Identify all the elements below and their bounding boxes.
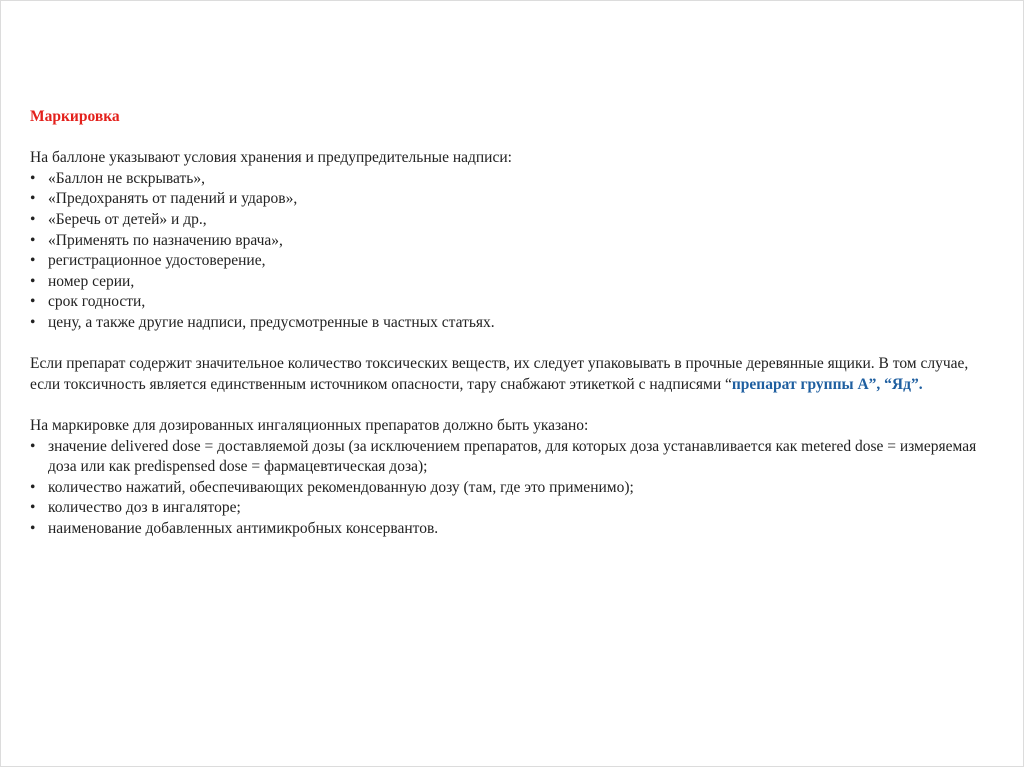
list-item: • цену, а также другие надписи, предусмотренные в частных статьях. xyxy=(30,313,990,334)
bullet-icon: • xyxy=(30,478,36,496)
bullet-icon: • xyxy=(30,190,36,208)
bullet-icon: • xyxy=(30,272,36,290)
list-item: • «Применять по назначению врача», xyxy=(30,231,990,252)
list-item: • «Беречь от детей» и др., xyxy=(30,210,990,231)
list-item: • «Баллон не вскрывать», xyxy=(30,169,990,190)
bullet-icon: • xyxy=(30,437,36,455)
slide-content xyxy=(30,107,990,539)
bullet-icon: • xyxy=(30,231,36,249)
list-item: • регистрационное удостоверение, xyxy=(30,251,990,272)
list-item: • срок годности, xyxy=(30,292,990,313)
section2-paragraph: Если препарат содержит значительное количество токсических веществ, их следует упаковывать в прочные деревянные ящики. В том случае, если токсичность является единственным источником опасности, тару снабжают этикеткой с надписями “препарат группы А”, “Яд”. xyxy=(30,355,969,393)
slide-heading: Маркировка xyxy=(30,108,120,125)
bullet-icon: • xyxy=(30,293,36,311)
spacer xyxy=(30,128,990,149)
section3-intro: На маркировке для дозированных ингаляционных препаратов должно быть указано: xyxy=(30,416,589,434)
list-item: • количество нажатий, обеспечивающих рекомендованную дозу (там, где это применимо); xyxy=(30,478,990,499)
bullet-icon: • xyxy=(30,210,36,228)
list-item: • номер серии, xyxy=(30,272,990,293)
bullet-icon: • xyxy=(30,519,36,537)
spacer xyxy=(30,334,990,355)
bullet-icon: • xyxy=(30,499,36,517)
list-item: • «Предохранять от падений и ударов», xyxy=(30,189,990,210)
bullet-icon: • xyxy=(30,169,36,187)
highlight-text: препарат группы А”, “Яд xyxy=(731,375,911,393)
bullet-icon: • xyxy=(30,252,36,270)
section1-intro: На баллоне указывают условия хранения и предупредительные надписи: xyxy=(30,149,512,167)
list-item: • наименование добавленных антимикробных консервантов. xyxy=(30,519,990,540)
list-item: • значение delivered dose = доставляемой дозы (за исключением препаратов, для которых доза устанавливается как metered dose = измеряемая доза или как predispensed dose = фармацевтическая доза); xyxy=(30,437,977,476)
section3-list xyxy=(30,437,990,540)
section1-list xyxy=(30,169,990,334)
spacer xyxy=(30,395,990,416)
bullet-icon: • xyxy=(30,313,36,331)
list-item: • количество доз в ингаляторе; xyxy=(30,498,990,519)
